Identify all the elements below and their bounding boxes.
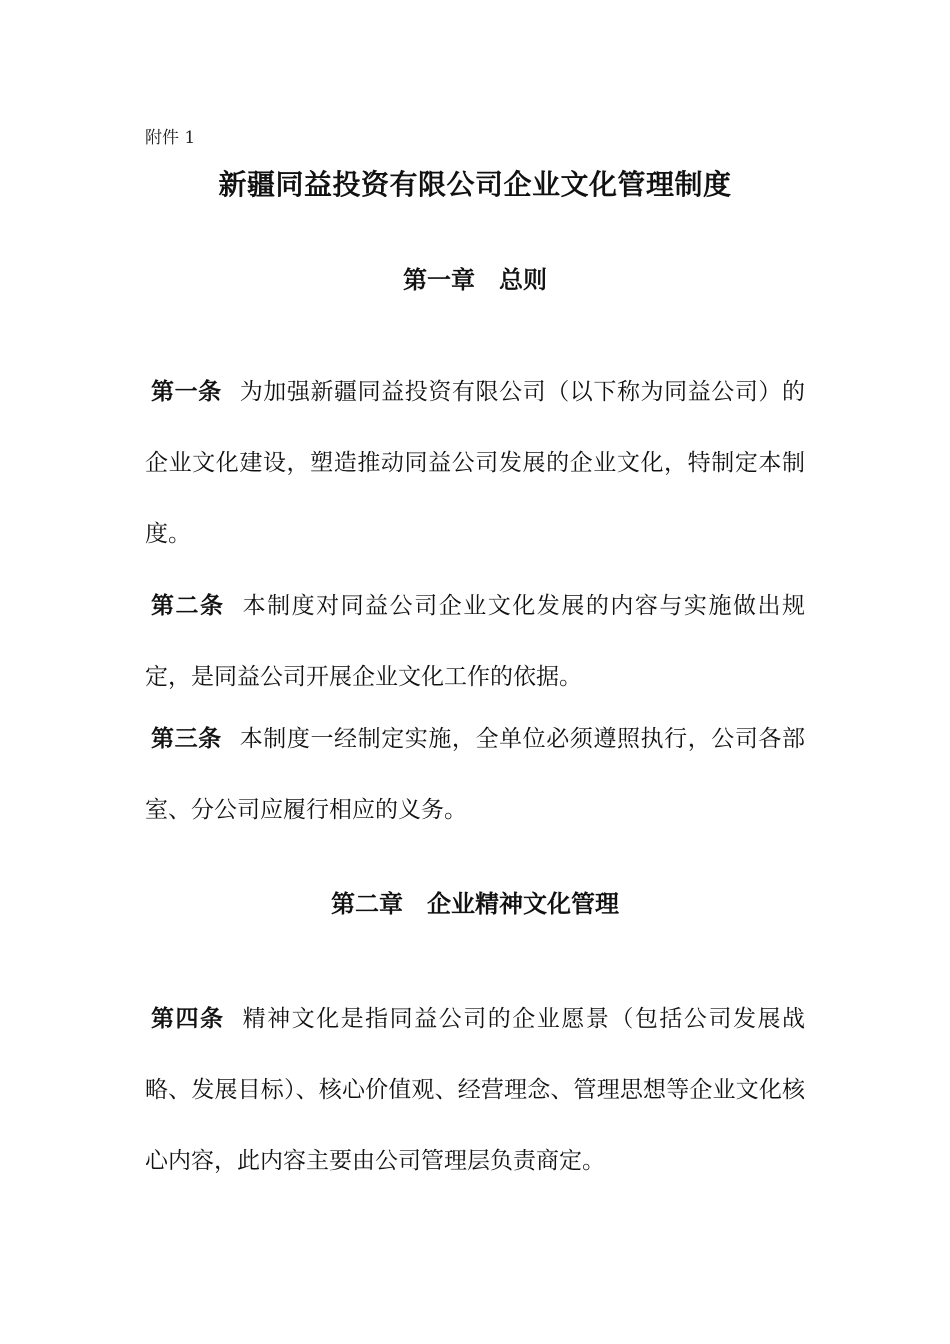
article-1 [145,356,805,570]
article-text: 为加强新疆同益投资有限公司（以下称为同益公司）的企业文化建设，塑造推动同益公司发展的企业文化，特制定本制度。 [145,379,806,547]
article-label: 第二条 [151,592,225,619]
attachment-label: 附件 1 [145,128,196,148]
chapter-heading-1: 第一章 总则 [403,265,547,294]
article-3 [145,703,805,846]
article-label: 第一条 [151,378,222,405]
chapter-heading-2: 第二章 企业精神文化管理 [331,889,619,918]
article-label: 第三条 [151,725,222,752]
article-label: 第四条 [151,1005,225,1032]
article-text: 本制度对同益公司企业文化发展的内容与实施做出规定，是同益公司开展企业文化工作的依据。 [145,593,806,690]
article-text: 本制度一经制定实施，全单位必须遵照执行，公司各部室、分公司应履行相应的义务。 [145,726,806,823]
article-2 [145,570,805,713]
article-4 [145,983,805,1197]
document-title: 新疆同益投资有限公司企业文化管理制度 [218,168,732,201]
article-text: 精神文化是指同益公司的企业愿景（包括公司发展战略、发展目标）、核心价值观、经营理念、管理思想等企业文化核心内容，此内容主要由公司管理层负责商定。 [145,1006,806,1174]
